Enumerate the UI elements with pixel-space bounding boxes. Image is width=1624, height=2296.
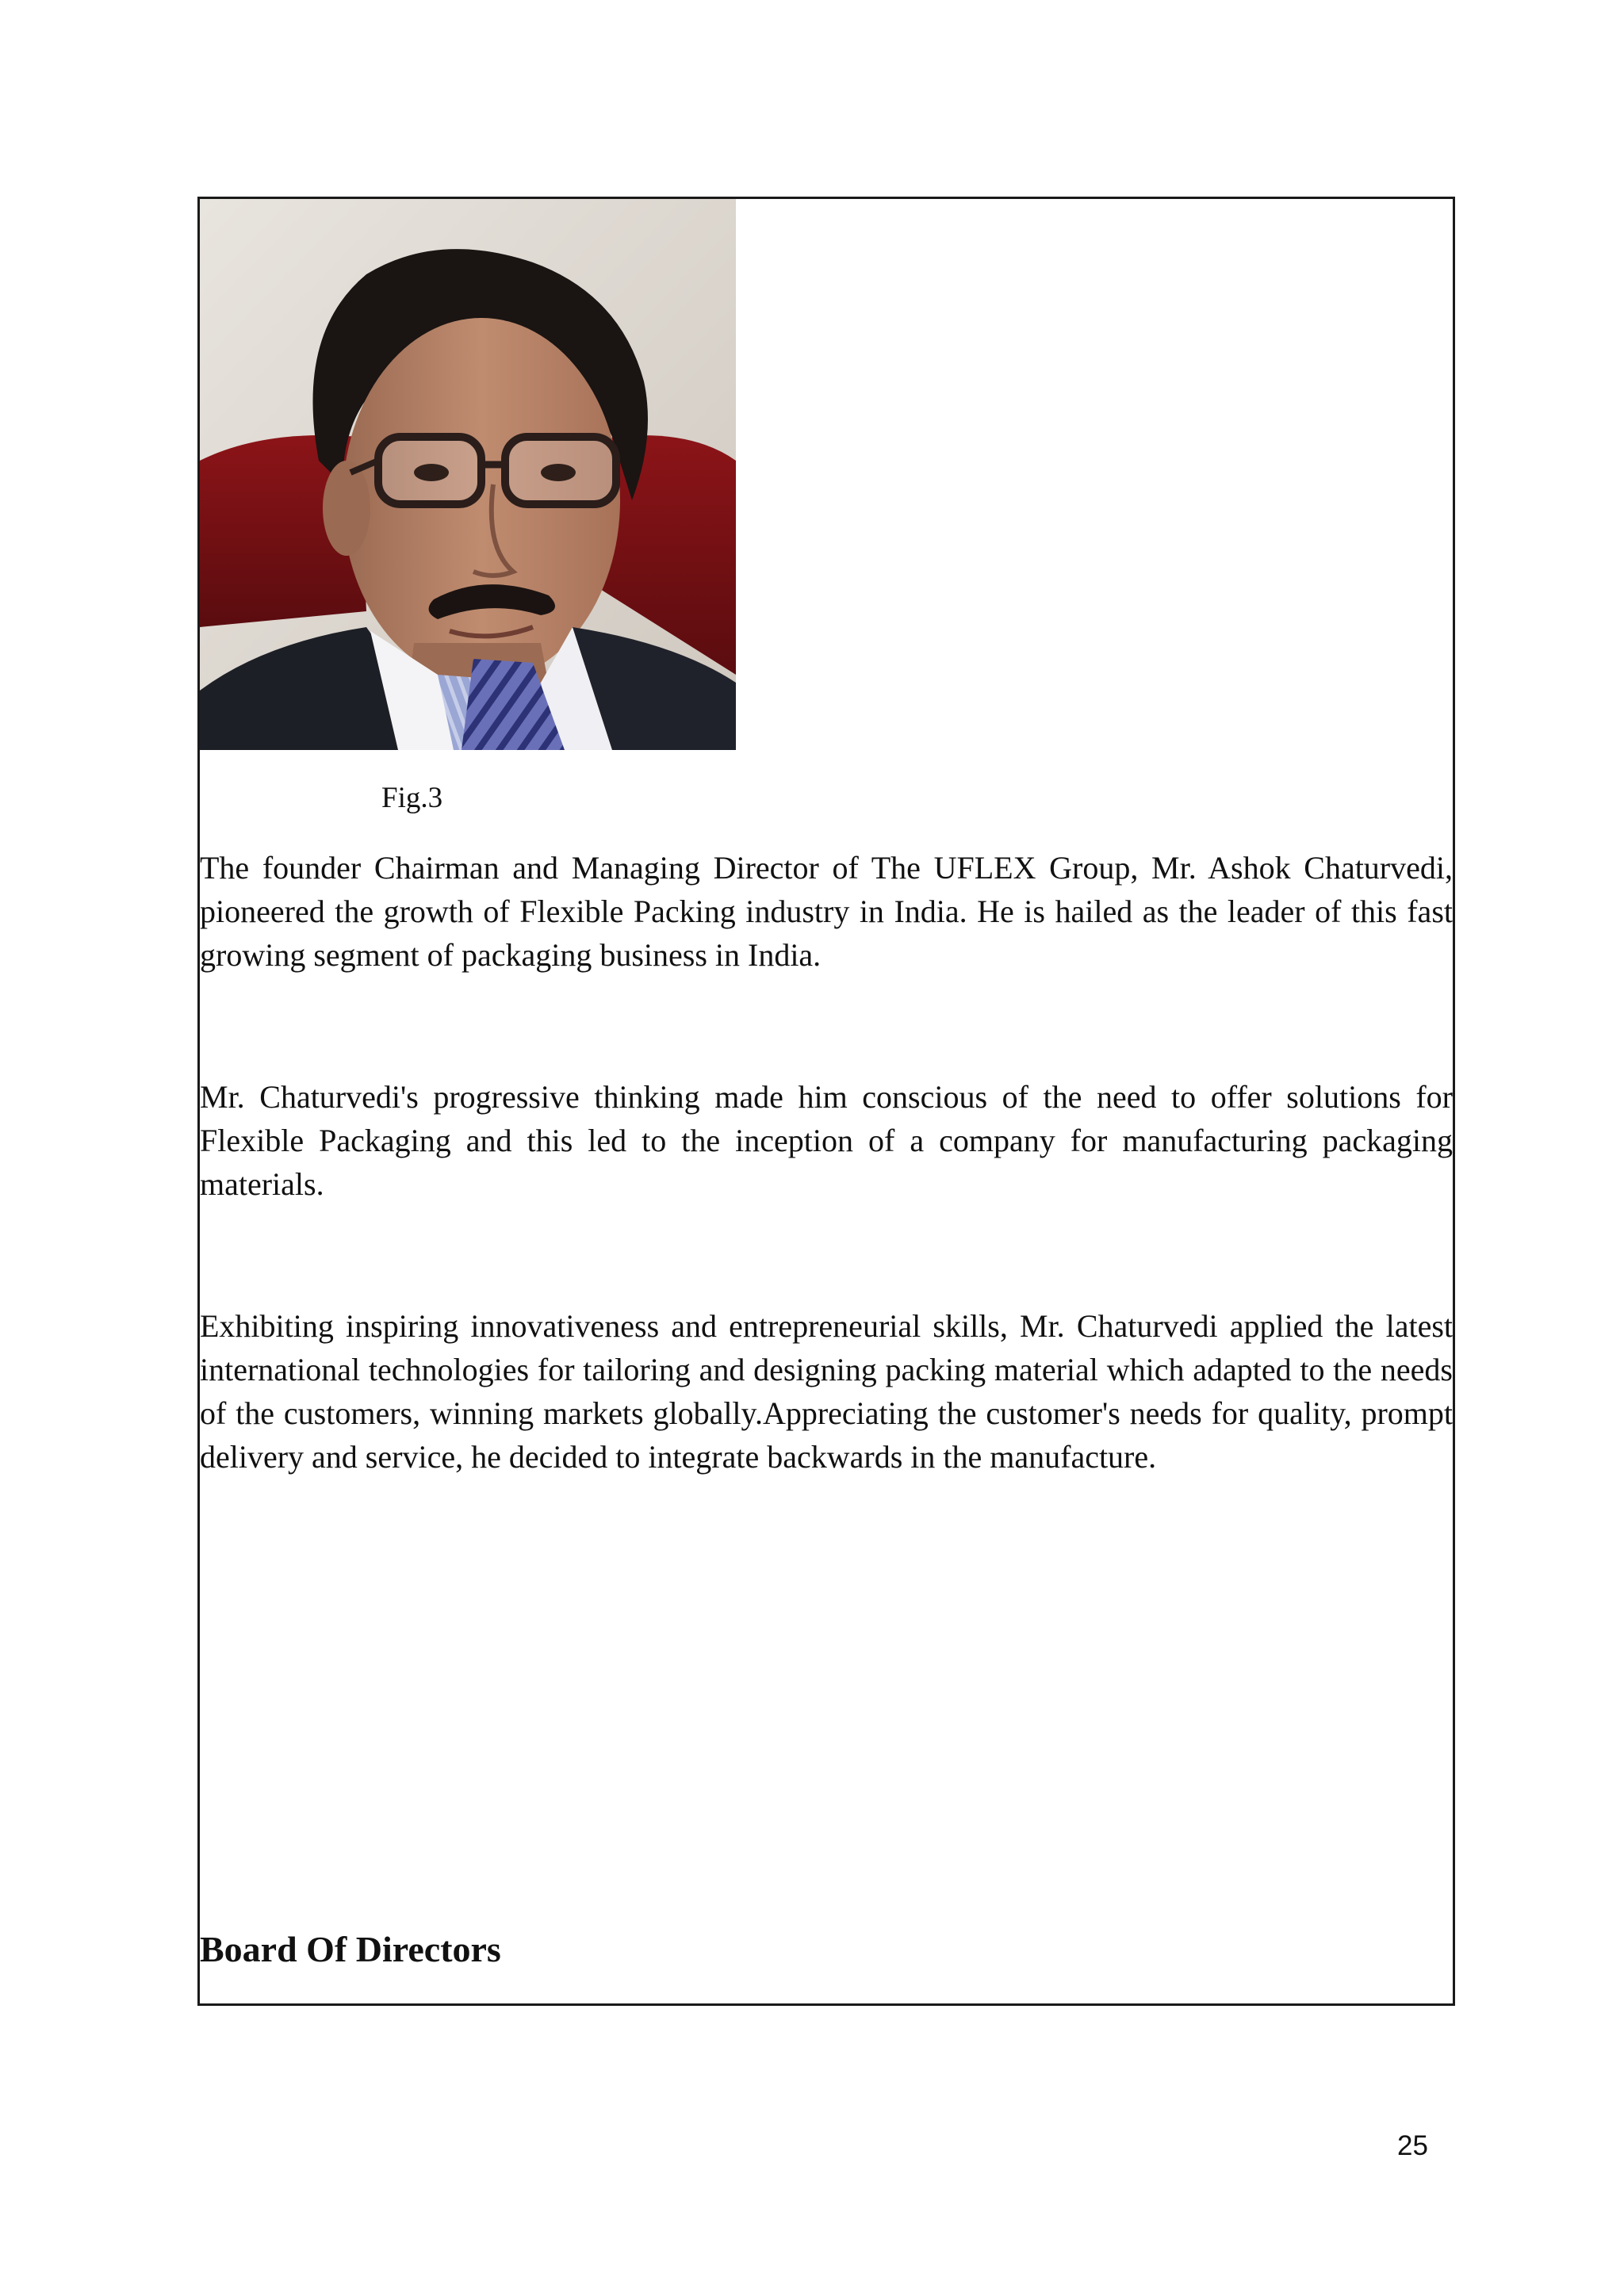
paragraph-founder: The founder Chairman and Managing Director of The UFLEX Group, Mr. Ashok Chaturvedi, pioneered the growth of Flexible Packing industry in India. He is hailed as the leader of this fast growing segment of packaging business in India. (200, 850, 1453, 973)
paragraph-innovativeness: Exhibiting inspiring innovativeness and entrepreneurial skills, Mr. Chaturvedi applied the latest international technologies for tailoring and designing packing material which adapted to the needs of the customers, winning markets globally.Appreciating the customer's needs for quality, prompt delivery and service, he decided to integrate backwards in the manufacture. (200, 1308, 1453, 1475)
content-frame (197, 197, 1455, 2006)
section-heading-board-of-directors: Board Of Directors (200, 1929, 501, 1969)
figure-caption: Fig.3 (381, 782, 443, 814)
portrait-photo (200, 199, 736, 750)
paragraph-progressive-thinking: Mr. Chaturvedi's progressive thinking made him conscious of the need to offer solutions for Flexible Packaging and this led to the inception of a company for manufacturing packaging materials. (200, 1079, 1453, 1202)
page-number: 25 (1397, 2130, 1428, 2161)
